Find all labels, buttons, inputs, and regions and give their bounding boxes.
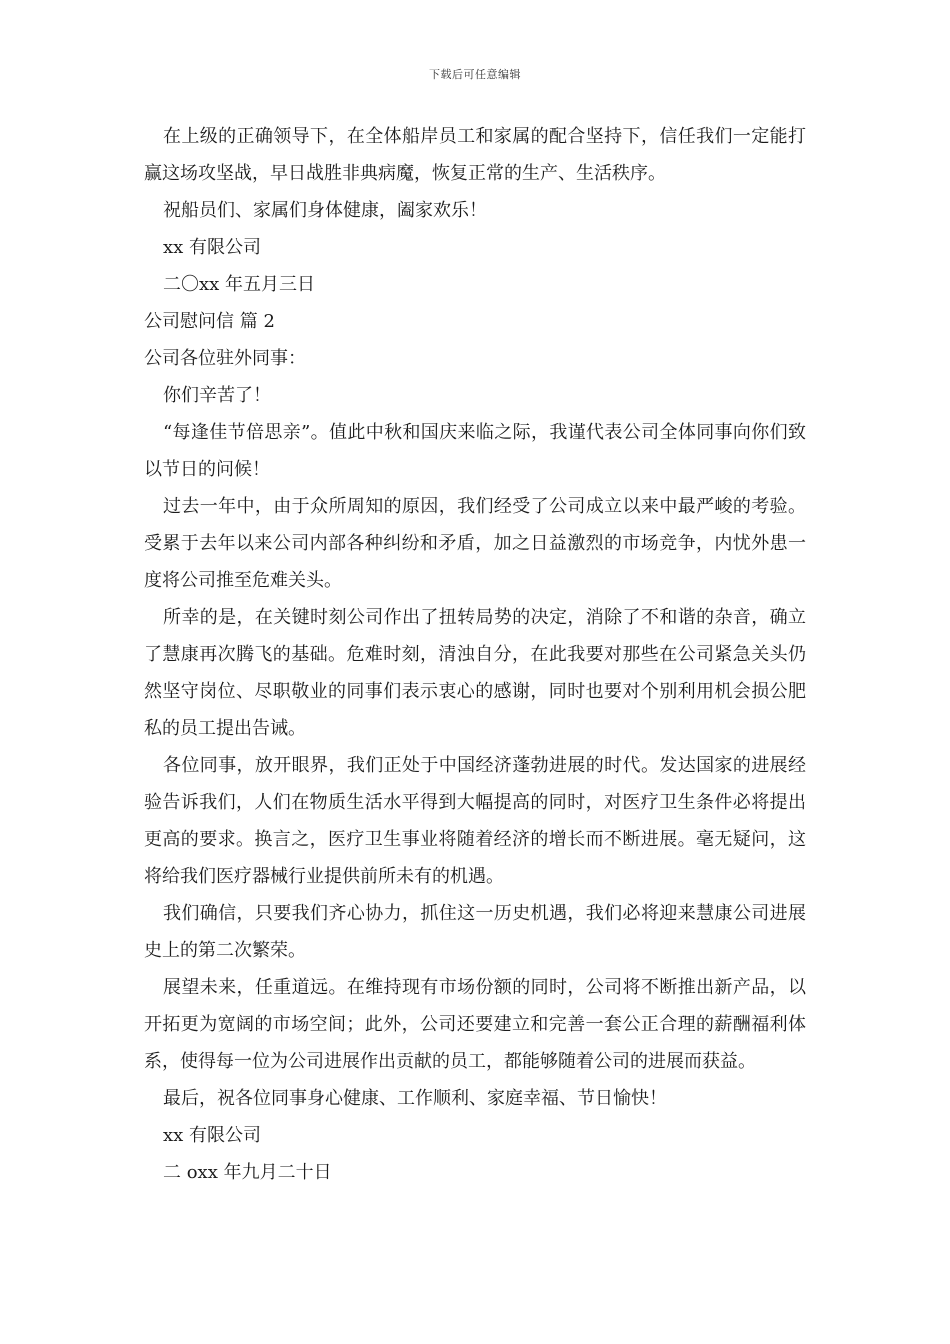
paragraph: 祝船员们、家属们身体健康，阖家欢乐！ <box>163 200 487 221</box>
paragraph: 我们确信，只要我们齐心协力，抓住这一历史机遇，我们必将迎来慧康公司进展史上的第二次繁荣。 <box>144 903 806 961</box>
salutation: 公司各位驻外同事： <box>144 348 306 369</box>
paragraph: 展望未来，任重道远。在维持现有市场份额的同时，公司将不断推出新产品，以开拓更为宽阔的市场空间；此外，公司还要建立和完善一套公正合理的薪酬福利体系，使得每一位为公司进展作出贡献的员工，都能够随着公司的进展而获益。 <box>144 977 806 1072</box>
paragraph: 所幸的是，在关键时刻公司作出了扭转局势的决定，消除了不和谐的杂音，确立了慧康再次腾飞的基础。危难时刻，清浊自分，在此我要对那些在公司紧急关头仍然坚守岗位、尽职敬业的同事们表示衷心的感谢，同时也要对个别利用机会损公肥私的员工提出告诫。 <box>144 607 806 739</box>
signature-company: xx 有限公司 <box>163 237 262 258</box>
paragraph: 各位同事，放开眼界，我们正处于中国经济蓬勃进展的时代。发达国家的进展经验告诉我们，人们在物质生活水平得到大幅提高的同时，对医疗卫生条件必将提出更高的要求。换言之，医疗卫生事业将随着经济的增长而不断进展。毫无疑问，这将给我们医疗器械行业提供前所未有的机遇。 <box>144 755 806 887</box>
signature-date: 二〇xx 年五月三日 <box>163 274 316 295</box>
paragraph: 最后，祝各位同事身心健康、工作顺利、家庭幸福、节日愉快！ <box>163 1088 667 1109</box>
paragraph: 你们辛苦了！ <box>163 385 271 406</box>
paragraph: 在上级的正确领导下，在全体船岸员工和家属的配合坚持下，信任我们一定能打赢这场攻坚战，早日战胜非典病魔，恢复正常的生产、生活秩序。 <box>144 126 806 184</box>
page-header-note: 下载后可任意编辑 <box>429 68 521 81</box>
letter-body <box>144 118 806 1191</box>
signature-company: xx 有限公司 <box>163 1125 262 1146</box>
paragraph: “每逢佳节倍思亲”。值此中秋和国庆来临之际，我谨代表公司全体同事向你们致以节日的问候！ <box>144 422 806 480</box>
section-title: 公司慰问信 篇 2 <box>144 311 275 332</box>
paragraph: 过去一年中，由于众所周知的原因，我们经受了公司成立以来中最严峻的考验。受累于去年以来公司内部各种纠纷和矛盾，加之日益激烈的市场竞争，内忧外患一度将公司推至危难关头。 <box>144 496 806 591</box>
signature-date: 二 oxx 年九月二十日 <box>163 1162 332 1183</box>
